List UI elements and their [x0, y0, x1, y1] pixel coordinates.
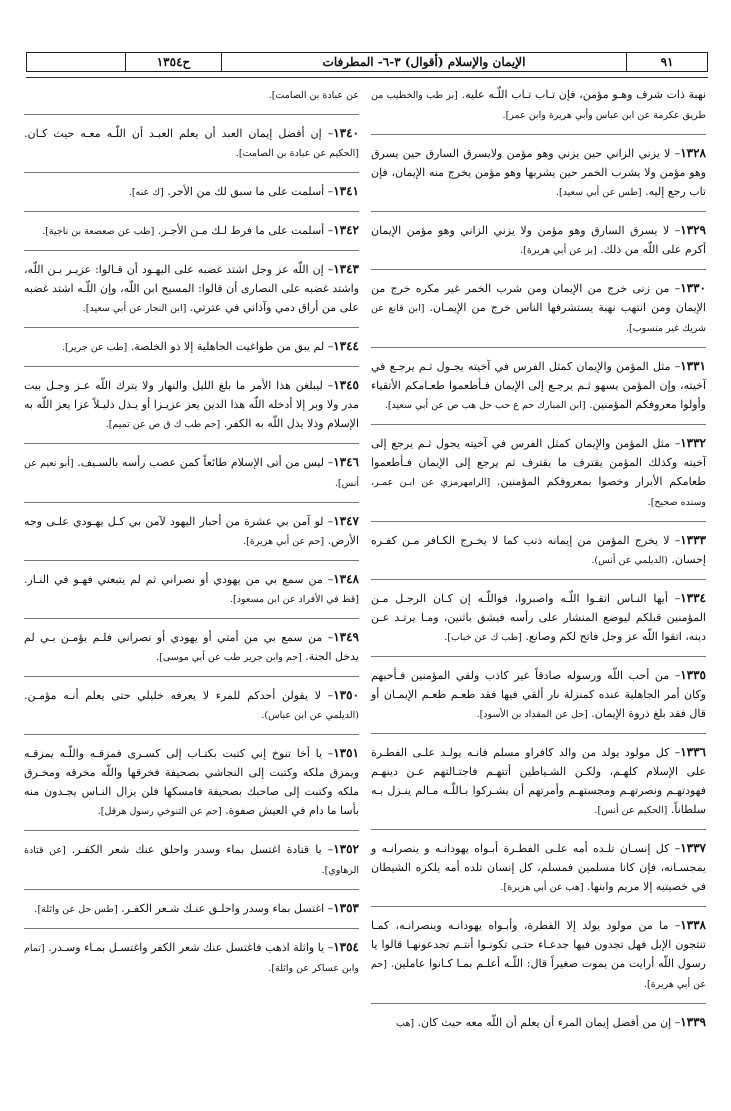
- hadith-source: [أبو نعيم عن أنس].: [24, 458, 359, 489]
- hadith-entry: [24, 221, 359, 251]
- hadith-entry: [371, 85, 706, 135]
- hadith-number: ١٣٣٦: [680, 745, 706, 759]
- hadith-entry: [24, 182, 359, 212]
- hadith-entry: [24, 570, 359, 619]
- hadith-number: ١٣٣٥: [680, 668, 706, 682]
- hadith-entry: [371, 589, 706, 657]
- hadith-source: عن عبادة بن الصامت].: [268, 90, 359, 101]
- hadith-number: ١٣٣٩: [680, 1015, 706, 1029]
- hadith-entry: [24, 337, 359, 367]
- header-empty-cell: [27, 53, 125, 71]
- hadith-number: ١٣٣١: [680, 359, 706, 373]
- hadith-text: – من أحب اللّه ورسوله صادقاً غير كاذب ولقي المؤمنين فـأحبهم وكان أمر الجاهلية عنده كمنزلة نار ألقي فيها فقد طعـم طعـم الإيمـان أو قال فقد بلغ ذروة الإيمان.: [371, 669, 706, 720]
- hadith-text: – يا أخا تنوخ إني كتبت بكتـاب إلى كسـرى فمزقـه واللّـه يمزقـه ويمزق ملكه وكتبت إلى النجاشي بصحيفة فخرقها واللّه مخرقه ومخـرق ملكه وكتبت إلى صاحبك بصحيفة فامسكها فلن يزال النـاس يجـدون منه بأسا ما دام في العيش صفوة.: [24, 747, 359, 817]
- hadith-number: ١٣٤٢: [333, 223, 359, 237]
- hadith-number: ١٣٣٢: [680, 436, 706, 450]
- hadith-entry: [24, 744, 359, 831]
- hadith-source: [قط في الأفراد عن ابن مسعود].: [230, 594, 359, 605]
- hadith-entry: [24, 512, 359, 561]
- hadith-number: ١٣٥١: [333, 746, 359, 760]
- hadith-text: – أيها النـاس اتقـوا اللّـه واصبروا، فواللّـه إن كـان الرجـل مـن المؤمنين قبلكم ليوضع المنشار على رأسه فيشق باثنين، ومـا يرتـد عـن دينه، اتقوا اللّه عز وجل فاتح لكم وصانع.: [371, 592, 706, 643]
- hadith-source: [حم عن أبي هريرة].: [371, 959, 706, 990]
- hadith-number: ١٣٥٠: [333, 688, 359, 702]
- hadith-entry: [371, 666, 706, 734]
- hadith-source: [حل عن المقداد بن الأسود].: [476, 709, 588, 720]
- hadith-text: – كل مولود يولد من والد كافراو مسلم فانـه يولـد علـى الفطـرة على الإسلام كلهـم، ولكـن الشـياطين أتتهـم فاجتـالتهم عـن دينهـم فهودتهـم ونصرتهـم ومجستهـم وأمرتهم أن يشـركوا بـاللّـه مـالم ينـزل بـه سلطاناً.: [371, 746, 706, 816]
- hadith-text: – يا قتادة اغتسل بماء وسدر واحلق عنك شعر الكفـر.: [71, 843, 334, 856]
- hadith-entry: [371, 279, 706, 348]
- hadith-entry: [371, 1013, 706, 1042]
- hadith-number: ١٣٣٤: [680, 591, 706, 605]
- hadith-text: – ليس من أتى الإسلام طائعاً كمن عصب رأسه بالسـيف.: [77, 456, 334, 469]
- hadith-number: ١٣٢٩: [680, 223, 706, 237]
- hadith-number: ١٣٣٣: [680, 533, 706, 547]
- hadith-source: [الرامهرمزي عن ابـن عمـر، وسنده صحيح].: [371, 477, 706, 508]
- hadith-entry: [24, 899, 359, 929]
- hadith-source: [بز عن أبي هريرة].: [520, 245, 597, 256]
- hadith-text: – من سمع بي من يهودي أو نصراني ثم لم يتبعني فهـو في النـار.: [24, 573, 334, 586]
- hadith-source: [حم عن التنوخي رسول هرقل].: [97, 806, 222, 817]
- hadith-entry: [24, 938, 359, 987]
- hadith-number: ١٣٤٧: [333, 514, 359, 528]
- hadith-text: – لا يسرق السارق وهو مؤمن ولا يزني الزاني وهو مؤمن الإيمان أكرم على اللّه من ذلك.: [371, 224, 706, 256]
- hadith-source: [طب ك عن خباب].: [444, 632, 522, 643]
- hadith-entry: [371, 839, 706, 907]
- hadith-entry: [24, 840, 359, 890]
- hadith-text: – إن من أفضل إيمان المرء أن يعلم أن اللّه معه حيث كان.: [417, 1016, 681, 1029]
- hadith-number: ١٣٤٠: [333, 126, 359, 140]
- hadith-entry: [24, 453, 359, 503]
- hadith-entry: [371, 916, 706, 1004]
- hadith-source: [بز طب والخطيب من طريق عكرمة عن ابن عباس وأبي هريرة وابن عمر].: [371, 90, 706, 121]
- hadith-text: – ما من مولود يولد إلا الفطرة، وأبـواه يهودانـه وينصرانـه، كمـا تنتجون الإبل فهل تجدون فيها جدعـاء حتـى تكونـوا أنتـم تجدعونهـا قالوا يا رسول اللّه أرايت من يموت صغيراً قال: اللّـه أعلـم بمـا كـانوا عاملين.: [371, 919, 706, 970]
- hadith-entry: [371, 434, 706, 522]
- hadith-text: – من زنى خرج من الإيمان ومن شرب الخمر غير مكره خرج من الإيمان ومن انتهب نهبة يستشرفها الناس خرج من الإيمـان.: [371, 282, 706, 314]
- header-rule: [26, 77, 708, 78]
- hadith-text: – يا واثلة اذهب فاغتسل عنك شعر الكفر واغتسـل بمـاء وسـدر.: [48, 941, 334, 954]
- hadith-text: – لا يخرج المؤمن من إيمانه ذنب كما لا يخـرج الكـافر مـن كفـره إحسان.: [371, 534, 706, 566]
- hadith-text: – ليبلغن هذا الأمر ما بلغ الليل والنهار ولا يترك اللّه عـز وجـل بيت مدر ولا وبر إلا أدخله اللّه هذا الدين يعز عزيـزا أو يـذل ذليـلاً عزا يعز اللّه به الإسلام وذلا يذل اللّه به الكفر.: [24, 379, 359, 430]
- hadith-entry: [24, 628, 359, 677]
- hadith-text: – إن اللّه عز وجل اشتد غضبه على اليهـود أن قـالوا: عزيـر بـن اللّه، واشتد غضبه على النصارى أن قالوا: المسيح ابن اللّه، وإن اللّـه اشتد غضبه على من أراق دمي وآذاني في عترتي.: [24, 263, 359, 314]
- hadith-source: [طب عن صعصعة بن ناجية].: [42, 226, 155, 237]
- hadith-source: [هب عن أبي هريرة].: [500, 882, 584, 893]
- hadith-text: – اغتسل بماء وسدر واحلـق عنـك شـعر الكفـر.: [121, 902, 334, 915]
- hadith-text: – لو آمن بي عشرة من أحبار اليهود لآمن بي كـل يهـودي علـى وجه الأرض.: [24, 515, 359, 547]
- hadith-number: ١٣٤٤: [333, 339, 359, 353]
- hadith-text: – كل إنسـان تلـده أمه علـى الفطـرة أبـواه يهودانـه و ينصرانـه و يمجسـانه، فإن كانا مسلمين فمسلم، كل إنسان تلده أمه يلكزه الشيطان في خصيتيه إلا مريم وابنها.: [371, 842, 706, 893]
- hadith-number: ١٣٥٣: [333, 901, 359, 915]
- hadith-text: نهبة ذات شرف وهـو مؤمن، فإن تـاب تـاب اللّـه عليه.: [461, 88, 706, 101]
- hadith-number: ١٣٤٨: [333, 572, 359, 586]
- hadith-source: [طس حل عن واثلة].: [34, 904, 118, 915]
- hadith-source: (الديلمي عن أنس).: [591, 555, 668, 566]
- hadith-source: [حم وابن جرير طب عن أبي موسى].: [156, 652, 302, 663]
- hadith-number: ١٣٢٨: [680, 146, 706, 160]
- hadith-source: [الحكيم عن عبادة بن الصامت].: [235, 148, 359, 159]
- hadith-source: [ابن النجار عن أبي سعيد].: [82, 303, 187, 314]
- hadith-range: ح١٣٥٤: [125, 53, 221, 71]
- hadith-number: ١٣٤١: [333, 184, 359, 198]
- hadith-entry: [24, 376, 359, 444]
- hadith-text: – أسلمت على ما سبق لك من الأجر.: [167, 185, 334, 198]
- hadith-entry: [371, 144, 706, 212]
- hadith-source: [عن قتادة الرهاوي].: [24, 845, 359, 876]
- hadith-source: [الحكيم عن أنس].: [594, 805, 668, 816]
- hadith-entry: [24, 686, 359, 735]
- page-header: [26, 52, 708, 72]
- hadith-number: ١٣٤٩: [333, 630, 359, 644]
- hadith-number: ١٣٥٢: [333, 842, 359, 856]
- hadith-text: – مثل المؤمن والإيمان كمثل الفرس في آخيته يجـول ثـم يرجـع في آخيته، وإن المؤمن يسهو ثـم يرجـع إلى الإيمان فـأطعموا طعـامكم الأتقياء وأولوا معروفكم المؤمنين.: [371, 360, 706, 411]
- hadith-source: [حم عن أبي هريرة].: [243, 536, 325, 547]
- hadith-source: [تمام وابن عساكر عن واثلة].: [24, 943, 359, 974]
- hadith-number: ١٣٣٠: [680, 281, 706, 295]
- hadith-text: – لا يزني الزاني حين يزني وهو مؤمن ولايسرق السارق حين يسرق وهو مؤمن ولا يشرب الخمر حين يشربها وهو مؤمن يخرج منه الإيمان، فإن تاب رجع إليه.: [371, 147, 706, 198]
- hadith-source: [طس عن أبي سعيد].: [555, 187, 642, 198]
- page-number: ٩١: [626, 53, 707, 71]
- hadith-text: – لا يقولن أحدكم للمرء لا يعرفه خليلي حتى يعلم أنـه مؤمـن.: [24, 689, 334, 702]
- hadith-entry: [371, 221, 706, 270]
- hadith-number: ١٣٤٦: [333, 455, 359, 469]
- hadith-entry: [24, 260, 359, 328]
- right-column: [371, 85, 706, 1051]
- hadith-number: ١٣٥٤: [333, 940, 359, 954]
- hadith-text: – لم يبق من طواغيت الجاهلية إلا ذو الخلصة.: [130, 340, 334, 353]
- hadith-number: ١٣٤٥: [333, 378, 359, 392]
- hadith-entry: [371, 743, 706, 830]
- hadith-source: [ابن قانع عن شريك غير منسوب].: [371, 303, 706, 334]
- hadith-text: – مثل المؤمن والإيمان كمثل الفرس في آخيته يجول ثـم يرجع إلى آخيته وكذلك المؤمن يقترف ما يقترف ثم يرجع إلى الإيمان فـأطعموا طعامكم الأبرار وخصوا بمعروفكم المؤمنين.: [371, 437, 706, 488]
- hadith-entry: [24, 85, 359, 115]
- running-title: الإيمان والإسلام (أقوال) ٣-٦- المطرفات: [221, 53, 626, 71]
- hadith-number: ١٣٣٨: [680, 918, 706, 932]
- hadith-source: [هب: [395, 1018, 415, 1029]
- hadith-source: [طب عن جرير].: [61, 342, 128, 353]
- hadith-source: [ك عنه].: [128, 187, 164, 198]
- hadith-number: ١٣٤٣: [333, 262, 359, 276]
- hadith-source: [ابن المبارك حم ع حب حل هب ص عن أبي سعيد].: [384, 400, 586, 411]
- hadith-number: ١٣٣٧: [680, 841, 706, 855]
- hadith-entry: [371, 531, 706, 580]
- hadith-text: – أسلمت على ما فرط لـك مـن الأجـر.: [157, 224, 334, 237]
- left-column: [24, 85, 359, 996]
- hadith-source: [حم طب ك ق ص عن تميم].: [105, 419, 221, 430]
- hadith-text: – إن أفضل إيمان العبد أن يعلم العبـد أن اللّـه معـه حيث كـان.: [24, 127, 334, 140]
- hadith-source: (الديلمي عن ابن عباس).: [261, 710, 359, 721]
- hadith-text: – من سمع بي من أمتي أو يهودي أو نصراني فلـم يؤمـن بـي لم يدخل الجنة.: [24, 631, 359, 663]
- hadith-entry: [24, 124, 359, 173]
- hadith-entry: [371, 357, 706, 425]
